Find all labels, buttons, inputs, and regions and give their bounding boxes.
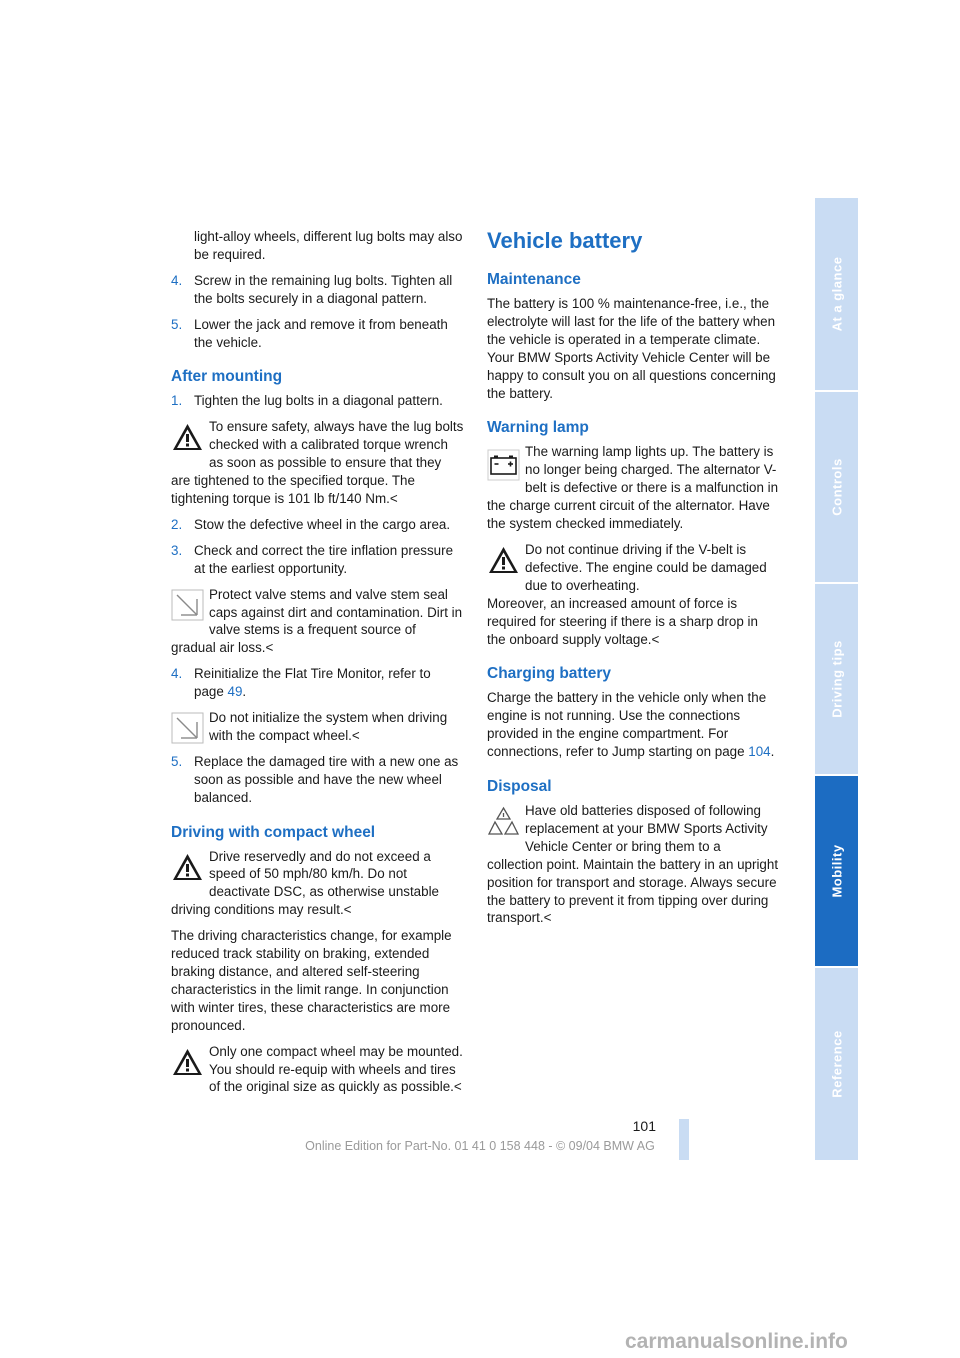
step-4: [171, 272, 464, 308]
left-column: [171, 228, 464, 1104]
warning-triangle-icon: [171, 851, 204, 883]
tab-label: Mobility: [829, 844, 844, 898]
after-step-4: [171, 665, 464, 701]
info-note: [171, 709, 464, 745]
note-arrow-icon: [171, 589, 204, 621]
warning-note-continued: Moreover, an increased amount of force is required for steering if there is a sharp drop in the onboard supply voltage.<: [487, 595, 758, 647]
section-sidebar: [815, 198, 858, 1162]
tab-label: Reference: [829, 1030, 844, 1098]
tab-label: Driving tips: [829, 640, 844, 718]
step-number: 4.: [171, 272, 183, 288]
tab-reference[interactable]: [815, 968, 858, 1160]
maintenance-paragraph: The battery is 100 % maintenance-free, i.e., the electrolyte will last for the life of the battery when the vehicle is operated in a temperate climate. Your BMW Sports Activity Vehicle Center will be happy to consult you on all questions concerning the battery.: [487, 296, 776, 401]
right-column: [487, 228, 779, 935]
maintenance-heading: Maintenance: [487, 271, 581, 288]
disposal-text: Have old batteries disposed of following replacement at your BMW Sports Activity Vehicle Center or bring them to a collection point. Maintain the battery in an upright position for transport and storage. Always secure the battery to prevent it from tipping over during transport.<: [487, 803, 779, 926]
battery-icon: [487, 449, 520, 481]
warning-triangle-icon: [171, 421, 204, 453]
step-text: Screw in the remaining lug bolts. Tighten all the bolts securely in a diagonal pattern.: [194, 272, 453, 306]
step-text-part: Reinitialize the Flat Tire Monitor, refer to page: [194, 666, 431, 700]
step-number: 4.: [171, 666, 183, 682]
page-link-104[interactable]: 104: [748, 744, 771, 760]
info-note-text: Do not initialize the system when driving with the compact wheel.<: [209, 710, 448, 743]
tab-controls[interactable]: [815, 392, 858, 582]
warning-note-text: Do not continue driving if the V-belt is defective. The engine could be damaged due to overheating.: [525, 541, 767, 593]
compact-wheel-heading: Driving with compact wheel: [171, 823, 376, 841]
step-number: 2.: [171, 516, 183, 532]
disposal-note: [487, 802, 779, 927]
info-note: [171, 586, 464, 658]
page-title: Vehicle battery: [487, 228, 643, 253]
page-number: 101: [632, 1118, 656, 1134]
warning-lamp-heading: Warning lamp: [487, 419, 589, 437]
step-text: Check and correct the tire inflation pressure at the earliest opportunity.: [194, 542, 454, 576]
step-5: [171, 316, 464, 352]
warning-note-text: Only one compact wheel may be mounted. You should re-equip with wheels and tires of the original size as quickly as possible.<: [209, 1043, 463, 1095]
step-number: 5.: [171, 316, 183, 332]
warning-note-text: Drive reservedly and do not exceed a speed of 50 mph/80 km/h. Do not deactivate DSC, as otherwise unstable driving conditions may result.<: [171, 848, 439, 918]
warning-note: [171, 848, 464, 920]
warning-lamp-note: [487, 443, 779, 533]
charging-text: Charge the battery in the vehicle only when the engine is not running. Use the connections provided in the engine compartment. For connections, refer to Jump starting on page: [487, 690, 767, 760]
step-text: Lower the jack and remove it from beneath the vehicle.: [194, 316, 448, 350]
charging-paragraph: [487, 689, 779, 761]
tab-driving-tips[interactable]: [815, 584, 858, 774]
page-link-49[interactable]: 49: [227, 684, 243, 700]
recycle-icon: [487, 805, 520, 837]
compact-paragraph: The driving characteristics change, for example reduced track stability on braking, extended braking distance, and altered self-steering characteristics in the limit range. In conjunction with winter tires, these characteristics are more pronounced.: [171, 928, 452, 1033]
after-mounting-heading: After mounting: [171, 368, 283, 386]
tab-label: Controls: [829, 458, 844, 516]
warning-note-text: To ensure safety, always have the lug bolts checked with a calibrated torque wrench as soon as possible to ensure that they are tightened to the specified torque. The tightening torque is 101 lb ft/140 Nm.<: [171, 419, 464, 506]
warning-triangle-icon: [487, 544, 520, 576]
note-arrow-icon: [171, 712, 204, 744]
step-3-continuation: light-alloy wheels, different lug bolts may also be required.: [194, 229, 463, 262]
warning-lamp-text: The warning lamp lights up. The battery is no longer being charged. The alternator V-belt is defective or there is a malfunction in the charge current circuit of the alternator. Have the system checked immediately.: [487, 444, 779, 532]
tab-at-a-glance[interactable]: [815, 198, 858, 390]
disposal-heading: Disposal: [487, 778, 552, 796]
charging-text-end: .: [770, 744, 775, 760]
step-text: Replace the damaged tire with a new one as soon as possible and have the new wheel balanced.: [194, 753, 459, 805]
info-note-text: Protect valve stems and valve stem seal caps against dirt and contamination. Dirt in valve stems is a frequent source of gradual air loss.<: [171, 586, 463, 656]
warning-note: [171, 418, 464, 508]
tab-mobility[interactable]: [815, 776, 858, 966]
step-number: 1.: [171, 393, 183, 409]
charging-heading: Charging battery: [487, 665, 612, 683]
warning-note: [171, 1043, 464, 1097]
warning-note: [487, 541, 779, 595]
after-step-5: [171, 753, 464, 807]
step-number: 3.: [171, 542, 183, 558]
watermark: carmanualsonline.info: [625, 1330, 848, 1353]
step-text: Tighten the lug bolts in a diagonal pattern.: [194, 393, 443, 409]
footer: Online Edition for Part-No. 01 41 0 158 448 - © 09/04 BMW AG: [305, 1139, 655, 1153]
step-text: Stow the defective wheel in the cargo area.: [194, 516, 451, 532]
after-step-3: [171, 542, 464, 578]
warning-triangle-icon: [171, 1046, 204, 1078]
step-number: 5.: [171, 753, 183, 769]
step-text: [194, 665, 464, 701]
after-step-2: [171, 516, 464, 534]
tab-label: At a glance: [829, 256, 844, 332]
step-text-end: .: [242, 684, 247, 700]
after-step-1: [171, 392, 464, 410]
